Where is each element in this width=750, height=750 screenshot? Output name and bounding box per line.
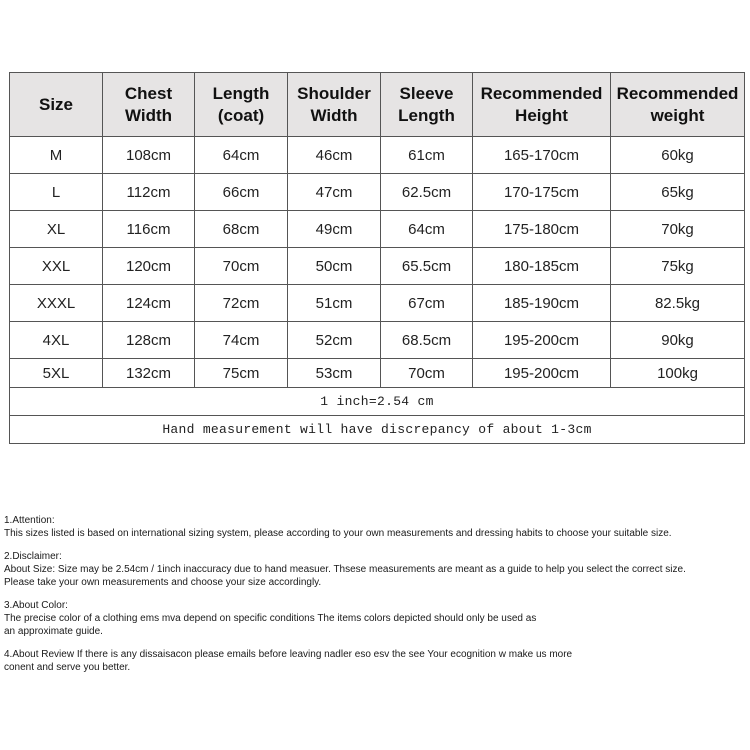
cell-recommended-height: 170-175cm: [473, 174, 611, 211]
header-shoulder-width: Shoulder Width: [288, 73, 381, 137]
cell-size: 4XL: [10, 322, 103, 359]
cell-shoulder-width: 46cm: [288, 137, 381, 174]
table-row: [10, 359, 745, 388]
table-row: [10, 285, 745, 322]
cell-recommended-weight: 60kg: [611, 137, 745, 174]
cell-chest-width: 128cm: [103, 322, 195, 359]
note-line: an approximate guide.: [4, 626, 103, 637]
cell-shoulder-width: 47cm: [288, 174, 381, 211]
cell-sleeve-length: 62.5cm: [381, 174, 473, 211]
cell-chest-width: 120cm: [103, 248, 195, 285]
cell-shoulder-width: 53cm: [288, 359, 381, 388]
table-row: [10, 137, 745, 174]
note-title: 2.Disclaimer:: [4, 551, 62, 562]
table-row: [10, 248, 745, 285]
size-chart-table: [9, 72, 745, 444]
note-line: conent and serve you better.: [4, 662, 131, 673]
cell-recommended-weight: 75kg: [611, 248, 745, 285]
note-block: [4, 514, 749, 540]
note-title: 1.Attention:: [4, 515, 55, 526]
cell-size: L: [10, 174, 103, 211]
cell-recommended-weight: 82.5kg: [611, 285, 745, 322]
cell-length: 74cm: [195, 322, 288, 359]
cell-shoulder-width: 52cm: [288, 322, 381, 359]
note-line: 4.About Review If there is any dissaisacon please emails before leaving nadler eso esv the see Your ecognition w make us more: [4, 649, 573, 660]
note-block: [4, 550, 749, 589]
cell-recommended-height: 195-200cm: [473, 322, 611, 359]
cell-recommended-height: 165-170cm: [473, 137, 611, 174]
cell-recommended-weight: 90kg: [611, 322, 745, 359]
cell-shoulder-width: 51cm: [288, 285, 381, 322]
cell-length: 66cm: [195, 174, 288, 211]
cell-recommended-weight: 70kg: [611, 211, 745, 248]
footnote-row: [10, 388, 745, 416]
header-sleeve-length: Sleeve Length: [381, 73, 473, 137]
cell-recommended-height: 180-185cm: [473, 248, 611, 285]
note-line: Please take your own measurements and choose your size accordingly.: [4, 577, 322, 588]
note-line: This sizes listed is based on international sizing system, please according to your own measurements and dressing habits to choose your suitable size.: [4, 528, 672, 539]
cell-length: 68cm: [195, 211, 288, 248]
cell-chest-width: 112cm: [103, 174, 195, 211]
cell-size: XL: [10, 211, 103, 248]
cell-shoulder-width: 50cm: [288, 248, 381, 285]
cell-sleeve-length: 70cm: [381, 359, 473, 388]
cell-size: 5XL: [10, 359, 103, 388]
cell-size: M: [10, 137, 103, 174]
cell-length: 64cm: [195, 137, 288, 174]
cell-recommended-height: 185-190cm: [473, 285, 611, 322]
cell-length: 72cm: [195, 285, 288, 322]
inch-conversion-note: 1 inch=2.54 cm: [10, 388, 745, 416]
cell-sleeve-length: 61cm: [381, 137, 473, 174]
footnote-row: [10, 416, 745, 444]
cell-recommended-weight: 100kg: [611, 359, 745, 388]
table-row: [10, 174, 745, 211]
cell-recommended-weight: 65kg: [611, 174, 745, 211]
cell-sleeve-length: 64cm: [381, 211, 473, 248]
cell-chest-width: 108cm: [103, 137, 195, 174]
cell-shoulder-width: 49cm: [288, 211, 381, 248]
table-row: [10, 211, 745, 248]
notes-section: [4, 514, 749, 684]
cell-chest-width: 132cm: [103, 359, 195, 388]
cell-length: 75cm: [195, 359, 288, 388]
measurement-discrepancy-note: Hand measurement will have discrepancy of about 1-3cm: [10, 416, 745, 444]
cell-size: XXXL: [10, 285, 103, 322]
note-block: [4, 599, 749, 638]
cell-chest-width: 116cm: [103, 211, 195, 248]
header-recommended-height: Recommended Height: [473, 73, 611, 137]
cell-sleeve-length: 67cm: [381, 285, 473, 322]
cell-recommended-height: 195-200cm: [473, 359, 611, 388]
cell-sleeve-length: 68.5cm: [381, 322, 473, 359]
note-title: 3.About Color:: [4, 600, 68, 611]
header-size: Size: [10, 73, 103, 137]
header-chest-width: Chest Width: [103, 73, 195, 137]
header-row: [10, 73, 745, 137]
cell-recommended-height: 175-180cm: [473, 211, 611, 248]
header-recommended-weight: Recommended weight: [611, 73, 745, 137]
cell-chest-width: 124cm: [103, 285, 195, 322]
table-row: [10, 322, 745, 359]
cell-size: XXL: [10, 248, 103, 285]
note-block: [4, 648, 749, 674]
cell-length: 70cm: [195, 248, 288, 285]
header-length: Length (coat): [195, 73, 288, 137]
cell-sleeve-length: 65.5cm: [381, 248, 473, 285]
note-line: About Size: Size may be 2.54cm / 1inch inaccuracy due to hand measuer. Thsese measurements are meant as a guide to help you select the correct size.: [4, 564, 686, 575]
note-line: The precise color of a clothing ems mva depend on specific conditions The items colors depicted should only be used as: [4, 613, 537, 624]
